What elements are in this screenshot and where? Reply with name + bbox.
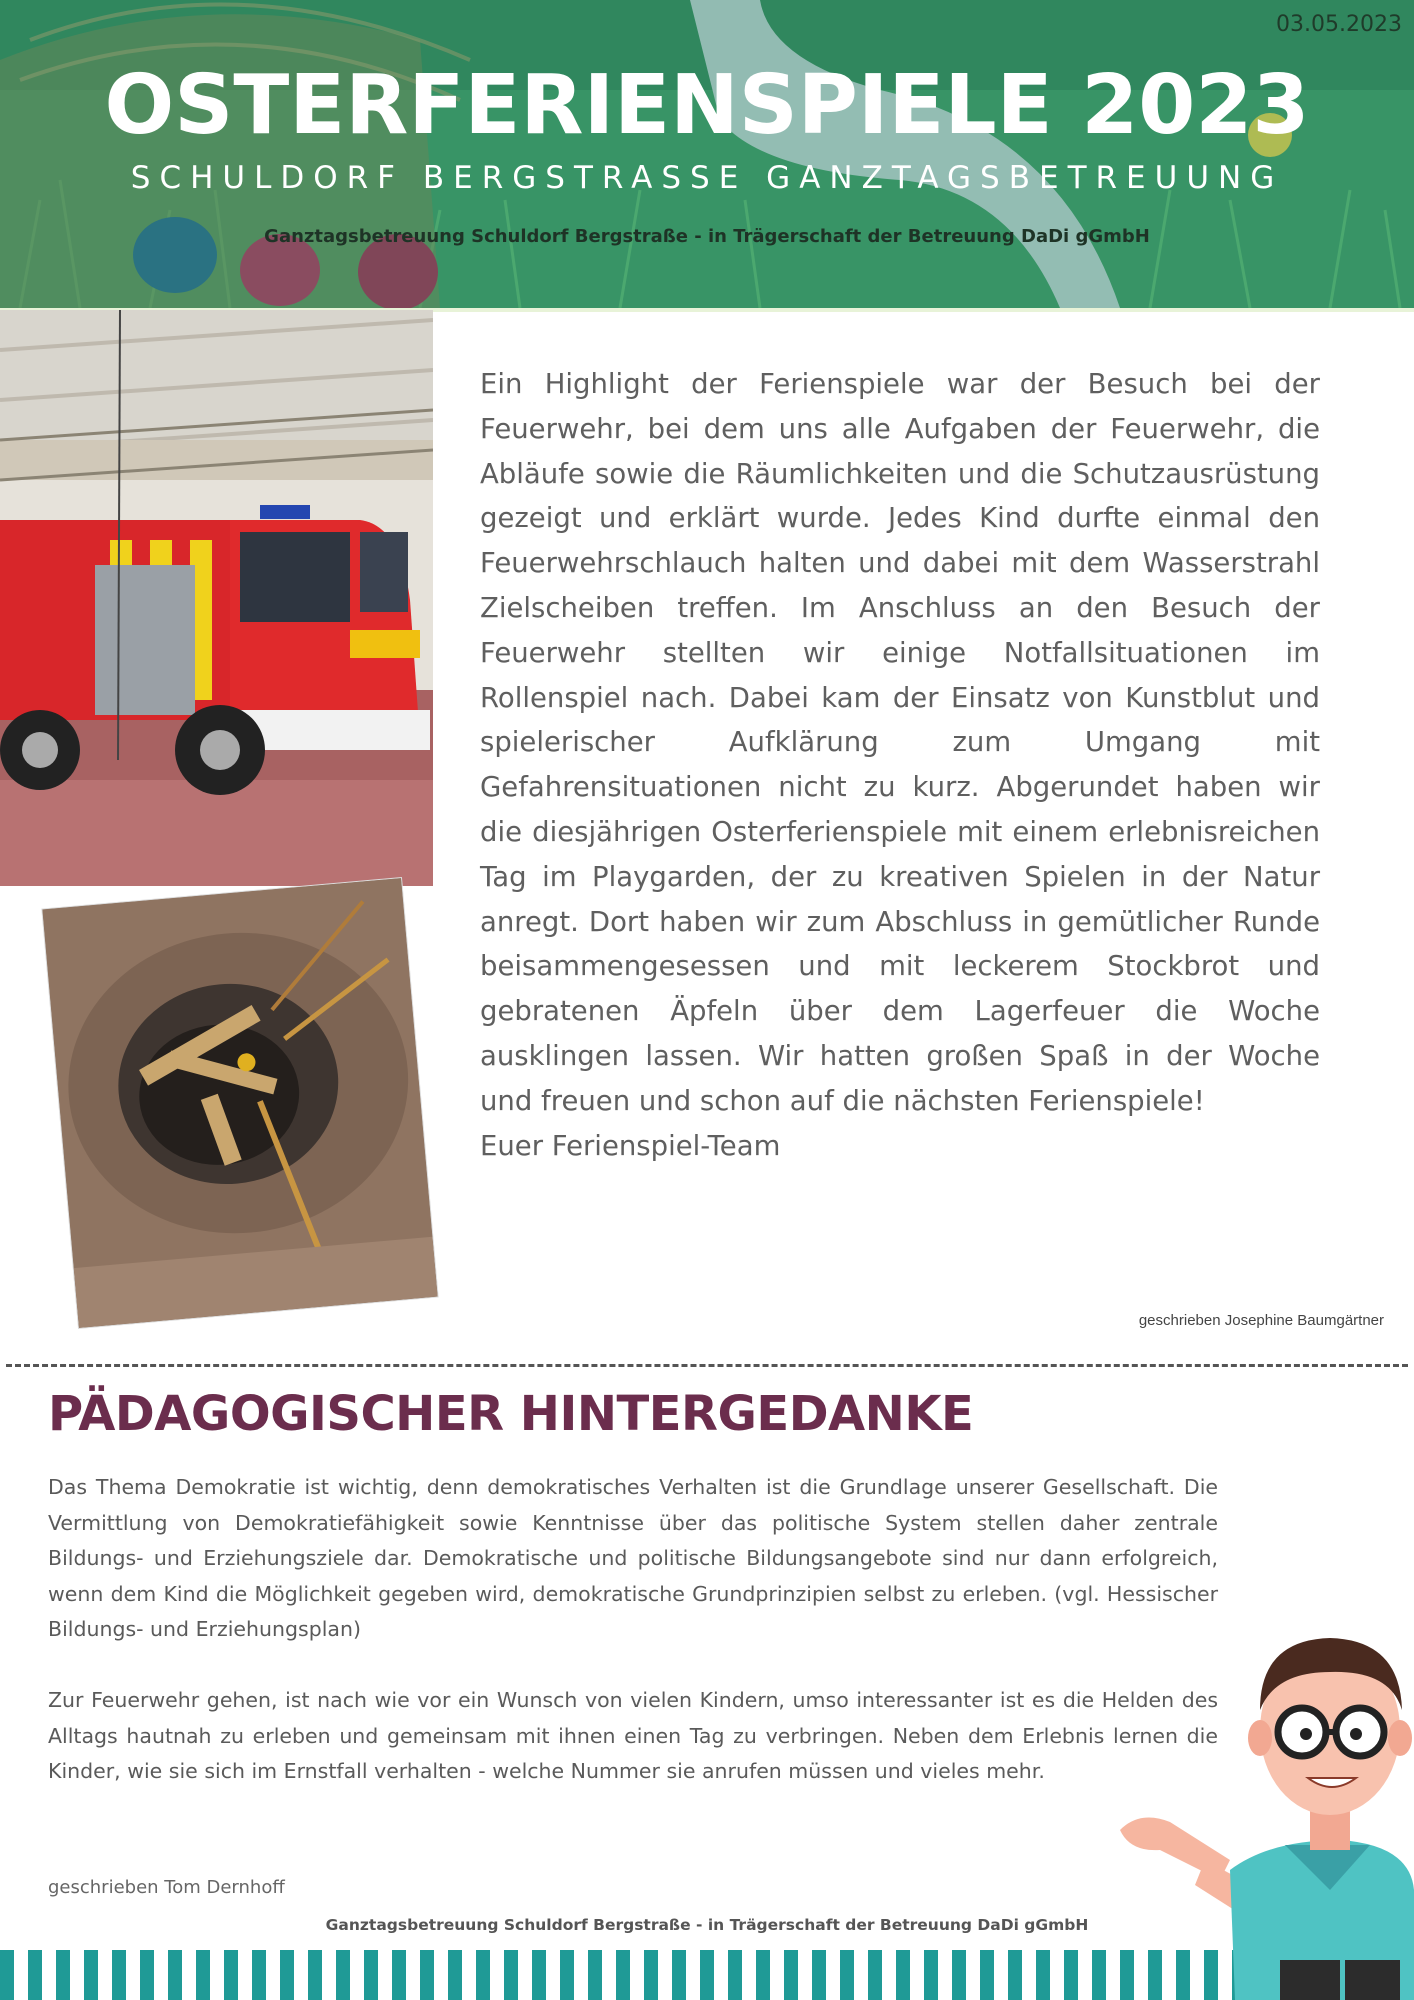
- article-paragraph: Ein Highlight der Ferienspiele war der Besuch bei der Feuerwehr, bei dem uns alle Aufgaben der Feuerwehr, die Abläufe sowie die Räumlichkeiten und die Schutzausrüstung gezeigt und erklärt wurde. Jedes Kind durfte einmal den Feuerwehrschlauch halten und dabei mit dem Wasserstrahl Zielscheiben treffen. Im Anschluss an den Besuch der Feuerwehr stellten wir einige Notfallsituationen im Rollenspiel nach. Dabei kam der Einsatz von Kunstblut und spielerischer Aufklärung zum Umgang mit Gefahrensituationen nicht zu kurz. Abgerundet haben wir die diesjährigen Osterferienspiele mit einem erlebnisreichen Tag im Playgarden, der zu kreativen Spielen in der Natur anregt. Dort haben wir zum Abschluss in gemütlicher Runde beisammengesessen und mit leckerem Stockbrot und gebratenen Äpfeln über dem Lagerfeuer die Woche ausklingen lassen. Wir hatten großen Spaß in der Woche und freuen und schon auf die nächsten Ferienspiele!: [480, 368, 1320, 1117]
- section-divider: [6, 1364, 1408, 1367]
- article-signature: Euer Ferienspiel-Team: [480, 1129, 781, 1162]
- issue-date: 03.05.2023: [1276, 12, 1402, 37]
- article-author: geschrieben Josephine Baumgärtner: [1138, 1312, 1384, 1329]
- section-paragraph-1: Das Thema Demokratie ist wichtig, denn demokratisches Verhalten ist die Grundlage unserer Gesellschaft. Die Vermittlung von Demokratiefähigkeit sowie Kenntnisse über das politische System stellen daher zentrale Bildungs- und Erziehungsziele dar. Demokratische und politische Bildungsangebote sind nur dann erfolgreich, wenn dem Kind die Möglichkeit gegeben wird, demokratische Grundprinzipien selbst zu erleben. (vgl. Hessischer Bildungs- und Erziehungsplan): [48, 1475, 1218, 1641]
- section-body: [48, 1470, 1218, 1825]
- page-title: OSTERFERIENSPIELE 2023: [104, 58, 1310, 153]
- organization-footer: Ganztagsbetreuung Schuldorf Bergstraße - in Trägerschaft der Betreuung DaDi gGmbH: [325, 1916, 1089, 1934]
- article-body: [480, 362, 1320, 1168]
- header-banner: [0, 0, 1414, 308]
- fire-truck-photo: [0, 310, 433, 886]
- cartoon-boy-illustration: [1110, 1560, 1414, 2000]
- section-author: geschrieben Tom Dernhoff: [48, 1877, 285, 1898]
- organization-header: Ganztagsbetreuung Schuldorf Bergstraße - in Trägerschaft der Betreuung DaDi gGmbH: [264, 226, 1150, 247]
- campfire-photo: [42, 878, 437, 1328]
- page-subtitle: SCHULDORF BERGSTRASSE GANZTAGSBETREUUNG: [130, 160, 1284, 196]
- section-paragraph-2: Zur Feuerwehr gehen, ist nach wie vor ein Wunsch von vielen Kindern, umso interessanter ist es die Helden des Alltags hautnah zu erleben und gemeinsam mit ihnen einen Tag zu verbringen. Neben dem Erlebnis lernen die Kinder, wie sie sich im Ernstfall verhalten - welche Nummer sie anrufen müssen und vieles mehr.: [48, 1688, 1218, 1783]
- section-title: PÄDAGOGISCHER HINTERGEDANKE: [48, 1386, 974, 1442]
